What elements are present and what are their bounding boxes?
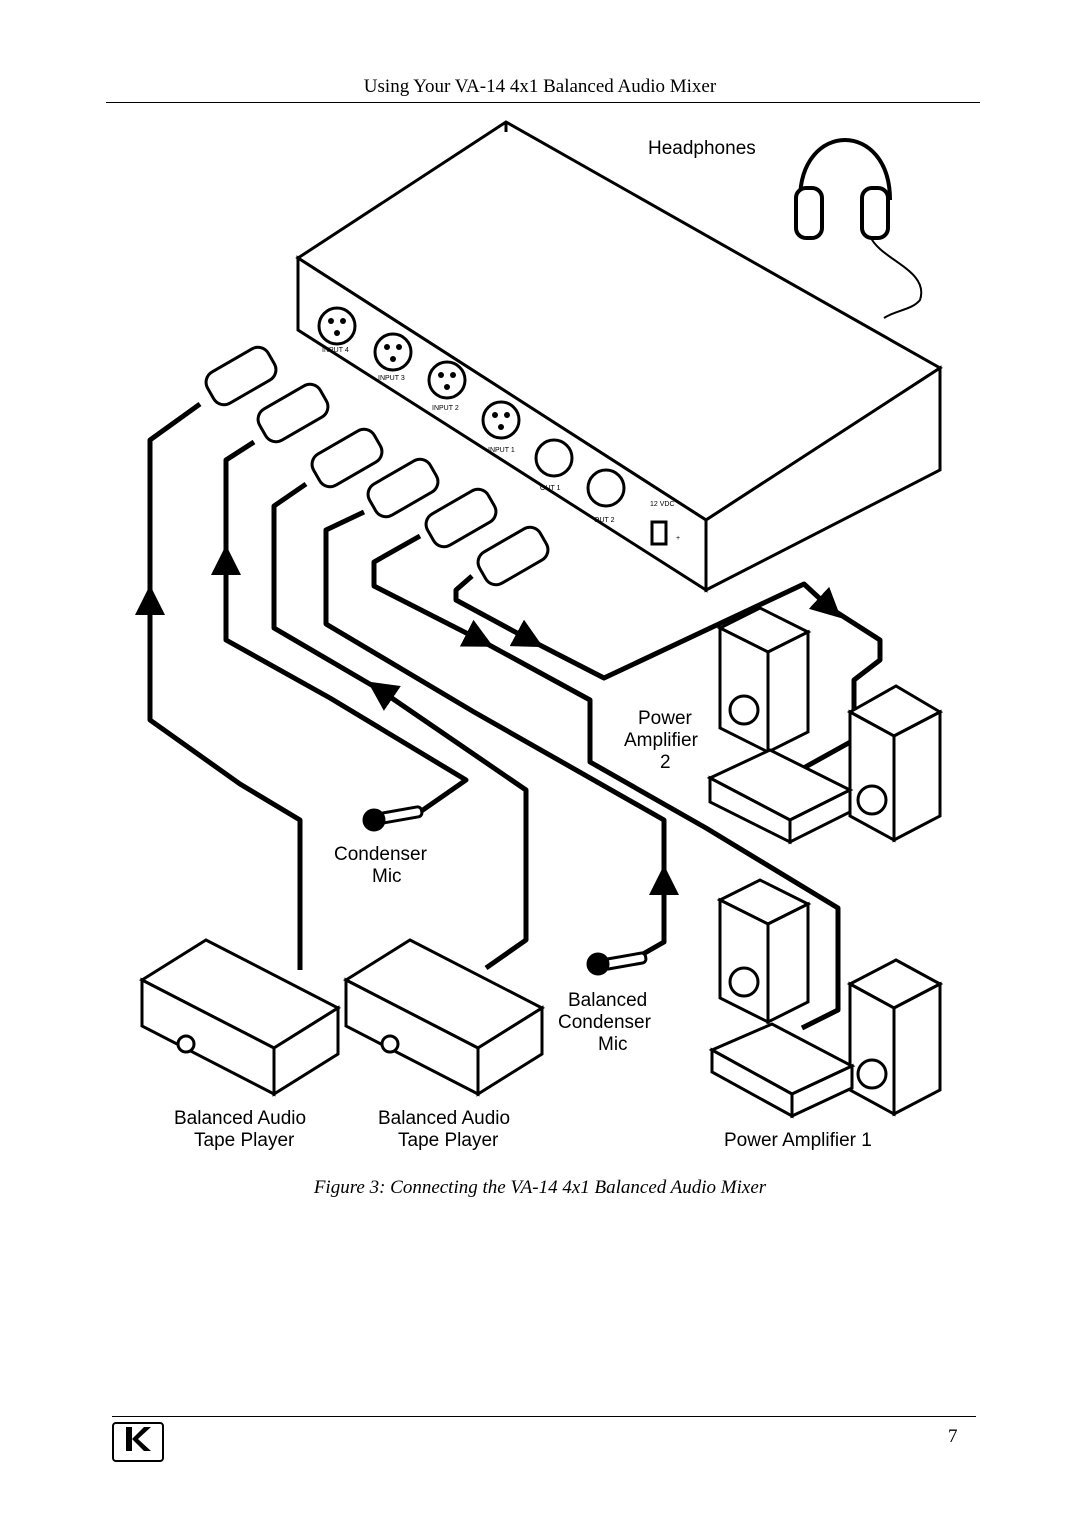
running-header: Using Your VA-14 4x1 Balanced Audio Mixer: [363, 76, 717, 97]
condenser-mic-label-line-2: Mic: [372, 866, 402, 887]
power-amp-2-label-line-3: 2: [660, 752, 671, 773]
input-3-label: INPUT 3: [378, 375, 405, 382]
out-1-label: OUT 1: [540, 485, 561, 492]
tape-player-2-label-line-1: Balanced Audio: [378, 1108, 511, 1129]
figure-caption: Figure 3: Connecting the VA-14 4x1 Balanced Audio Mixer: [313, 1177, 767, 1198]
input-1-connector: [483, 402, 519, 438]
condenser-mic-label-line-1: Condenser: [334, 844, 427, 865]
dc-power-jack: [652, 522, 666, 544]
connection-diagram: [100, 108, 980, 1168]
kramer-logo: [112, 1422, 164, 1462]
headphones-label: Headphones: [648, 138, 756, 159]
balanced-condenser-mic-label-line-3: Mic: [598, 1034, 628, 1055]
out-2-label: OUT 2: [594, 517, 615, 524]
power-amp-2-label-line-2: Amplifier: [624, 730, 698, 751]
input-4-label: INPUT 4: [322, 347, 349, 354]
input-3-connector: [375, 334, 411, 370]
diagram-svg: [100, 108, 980, 1168]
plus-label: +: [676, 535, 681, 542]
footer-rule: [112, 1416, 976, 1417]
input-4-connector: [319, 308, 355, 344]
tape-player-1-icon: [142, 940, 338, 1094]
condenser-mic-icon: [364, 806, 423, 830]
tape-player-2-icon: [346, 940, 542, 1094]
vdc-label: 12 VDC: [650, 501, 675, 508]
out-2-connector: [588, 470, 624, 506]
power-amp-1-label: Power Amplifier 1: [724, 1130, 872, 1151]
input-1-label: INPUT 1: [488, 447, 515, 454]
power-amp-2-label-line-1: Power: [638, 708, 692, 729]
page-number: 7: [948, 1426, 958, 1447]
out-1-connector: [536, 440, 572, 476]
input-2-label: INPUT 2: [432, 405, 459, 412]
input-2-connector: [429, 362, 465, 398]
headphones-icon: [796, 140, 921, 318]
power-amplifier-2-icon: [710, 750, 850, 842]
tape-player-1-label-line-1: Balanced Audio: [174, 1108, 307, 1129]
balanced-condenser-mic-label-line-1: Balanced: [568, 990, 648, 1011]
power-amplifier-1-icon: [712, 1024, 852, 1116]
header-rule: [106, 102, 980, 103]
balanced-condenser-mic-icon: [588, 952, 647, 974]
tape-player-2-label-line-2: Tape Player: [398, 1130, 499, 1151]
balanced-condenser-mic-label-line-2: Condenser: [558, 1012, 651, 1033]
tape-player-1-label-line-2: Tape Player: [194, 1130, 295, 1151]
